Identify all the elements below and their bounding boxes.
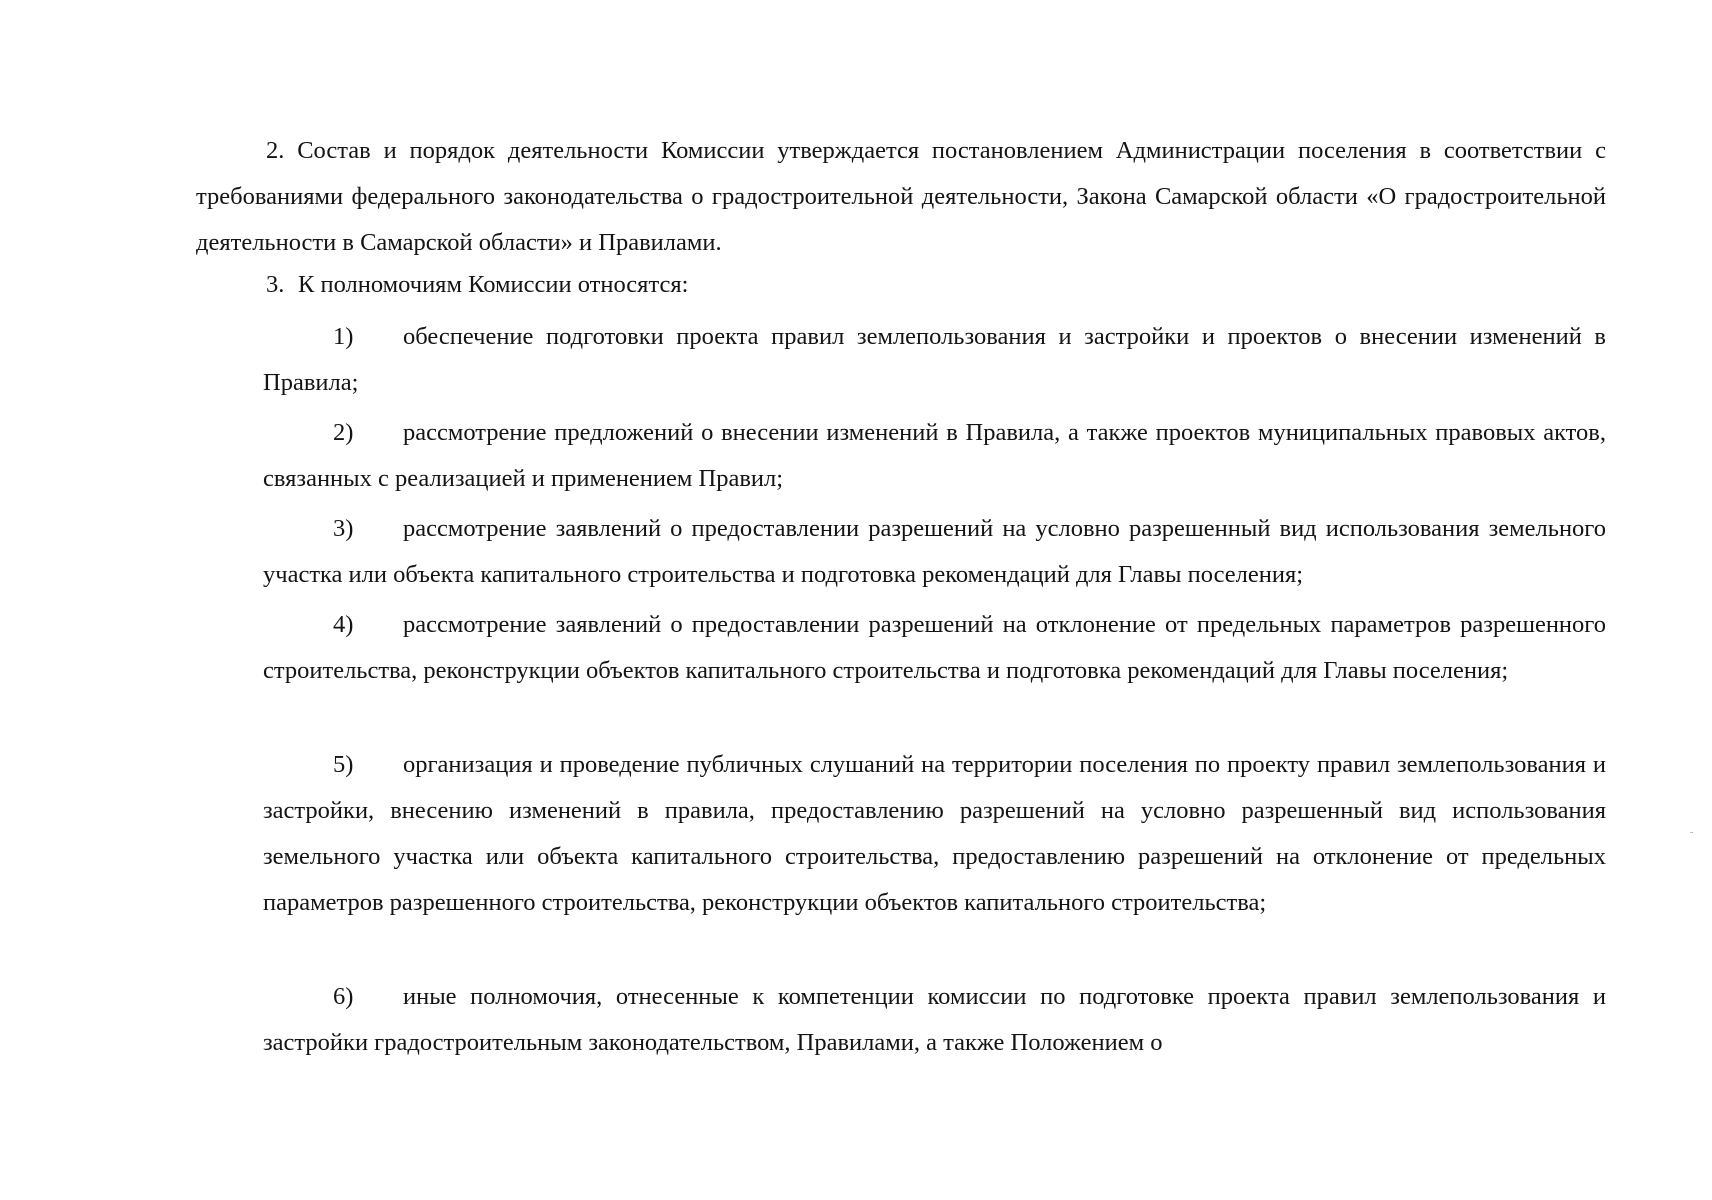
list-item-text: обеспечение подготовки проекта правил землепользования и застройки и проектов о внесении изменений в Правила; bbox=[263, 323, 1606, 396]
list-item bbox=[263, 602, 1606, 694]
list-item bbox=[263, 314, 1606, 406]
scan-speck bbox=[1690, 832, 1693, 833]
paragraph-2: 2. Состав и порядок деятельности Комиссии утверждается постановлением Администрации поселения в соответствии с требованиями федерального законодательства о градостроительной деятельности, Закона Самарской области «О градостроительной деятельности в Самарской области» и Правилами. bbox=[196, 137, 1606, 256]
list-item-text: рассмотрение заявлений о предоставлении разрешений на отклонение от предельных параметров разрешенного строительства, реконструкции объектов капитального строительства и подготовка рекомендаций для Главы поселения; bbox=[263, 611, 1606, 684]
list-item-text: иные полномочия, отнесенные к компетенции комиссии по подготовке проекта правил землепользования и застройки градостроительным законодательством, Правилами, а также Положением о bbox=[263, 983, 1606, 1056]
paragraph-3 bbox=[266, 262, 1606, 308]
list-item bbox=[263, 974, 1606, 1066]
list-item-text: рассмотрение заявлений о предоставлении разрешений на условно разрешенный вид использования земельного участка или объекта капитального строительства и подготовка рекомендаций для Главы поселения; bbox=[263, 515, 1606, 588]
list-item-number: 2) bbox=[333, 419, 354, 446]
list-item-number: 5) bbox=[333, 751, 354, 778]
paragraph-3-text: К полномочиям Комиссии относятся: bbox=[298, 271, 689, 298]
list-item-number: 1) bbox=[333, 323, 354, 350]
list-item-number: 4) bbox=[333, 611, 354, 638]
list-item-number: 3) bbox=[333, 515, 354, 542]
paragraph-3-number: 3. bbox=[266, 271, 285, 298]
list-item-number: 6) bbox=[333, 983, 354, 1010]
list-item bbox=[263, 742, 1606, 926]
list-item bbox=[263, 410, 1606, 502]
list-item-text: рассмотрение предложений о внесении изменений в Правила, а также проектов муниципальных правовых актов, связанных с реализацией и применением Правил; bbox=[263, 419, 1606, 492]
list-item-text: организация и проведение публичных слушаний на территории поселения по проекту правил землепользования и застройки, внесению изменений в правила, предоставлению разрешений на условно разрешенный вид использования земельного участка или объекта капитального строительства, предоставлению разрешений на отклонение от предельных параметров разрешенного строительства, реконструкции объектов капитального строительства; bbox=[263, 751, 1606, 916]
list-item bbox=[263, 506, 1606, 598]
